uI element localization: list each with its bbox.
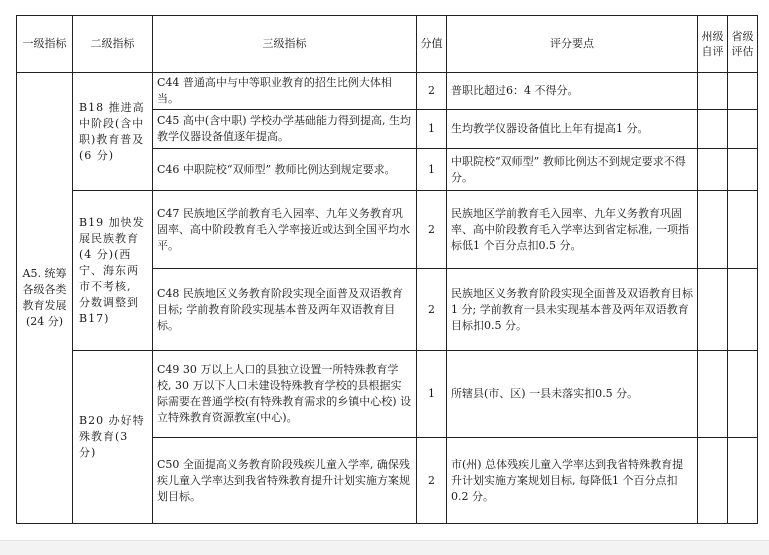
criteria-cell: 生均教学仪器设备值比上年有提高1 分。 — [447, 110, 698, 149]
score-cell: 1 — [417, 110, 447, 149]
criteria-cell: 中职院校“双师型” 教师比例达不到规定要求不得分。 — [447, 149, 698, 191]
level3-cell: C47 民族地区学前教育毛入园率、九年义务教育巩固率、高中阶段教育毛入学率接近或达到全国平均水平。 — [153, 191, 417, 269]
province-eval-cell — [728, 73, 758, 110]
page-bottom-edge — [0, 540, 769, 555]
level3-cell: C50 全面提高义务教育阶段残疾儿童入学率, 确保残疾儿童入学率达到我省特殊教育提升计划实施方案规划目标。 — [153, 438, 417, 524]
level2-cell-b19: B19 加快发展民族教育(4 分)(西宁、海东两市不考核, 分数调整到B17) — [73, 191, 153, 351]
criteria-cell: 市(州) 总体残疾儿童入学率达到我省特殊教育提升计划实施方案规划目标, 每降低1 个百分点扣0.2 分。 — [447, 438, 698, 524]
score-cell: 2 — [417, 73, 447, 110]
criteria-cell: 民族地区义务教育阶段实现全面普及双语教育目标1 分; 学前教育一县未实现基本普及两年双语教育目标扣0.5 分。 — [447, 269, 698, 351]
score-cell: 2 — [417, 438, 447, 524]
score-cell: 2 — [417, 269, 447, 351]
state-self-eval-cell — [698, 438, 728, 524]
province-eval-cell — [728, 149, 758, 191]
province-eval-cell — [728, 438, 758, 524]
state-self-eval-cell — [698, 191, 728, 269]
province-eval-cell — [728, 269, 758, 351]
table-row — [17, 351, 758, 438]
state-self-eval-cell — [698, 110, 728, 149]
province-eval-cell — [728, 191, 758, 269]
table-row — [17, 73, 758, 110]
header-province-eval: 省级评估 — [728, 16, 758, 73]
header-level1: 一级指标 — [17, 16, 73, 73]
state-self-eval-cell — [698, 73, 728, 110]
header-row — [17, 16, 758, 73]
criteria-cell: 所辖县(市、区) 一县未落实扣0.5 分。 — [447, 351, 698, 438]
header-level3: 三级指标 — [153, 16, 417, 73]
level2-cell-b20: B20 办好特殊教育(3 分) — [73, 351, 153, 524]
level1-cell: A5. 统筹各级各类教育发展(24 分) — [17, 73, 73, 524]
province-eval-cell — [728, 110, 758, 149]
header-criteria: 评分要点 — [447, 16, 698, 73]
level3-cell: C48 民族地区义务教育阶段实现全面普及双语教育目标; 学前教育阶段实现基本普及两年双语教育目标。 — [153, 269, 417, 351]
criteria-cell: 民族地区学前教育毛入园率、九年义务教育巩固率、高中阶段教育毛入学率达到省定标准, 一项指标低1 个百分点扣0.5 分。 — [447, 191, 698, 269]
state-self-eval-cell — [698, 351, 728, 438]
level3-cell: C45 高中(含中职) 学校办学基础能力得到提高, 生均教学仪器设备值逐年提高。 — [153, 110, 417, 149]
level3-cell: C46 中职院校“双师型” 教师比例达到规定要求。 — [153, 149, 417, 191]
state-self-eval-cell — [698, 269, 728, 351]
header-score: 分值 — [417, 16, 447, 73]
header-level2: 二级指标 — [73, 16, 153, 73]
province-eval-cell — [728, 351, 758, 438]
evaluation-table — [16, 15, 758, 524]
score-cell: 2 — [417, 191, 447, 269]
header-state-self-eval: 州级自评 — [698, 16, 728, 73]
criteria-cell: 普职比超过6：4 不得分。 — [447, 73, 698, 110]
level2-cell-b18: B18 推进高中阶段(含中职)教育普及(6 分) — [73, 73, 153, 191]
score-cell: 1 — [417, 149, 447, 191]
table-row — [17, 191, 758, 269]
state-self-eval-cell — [698, 149, 728, 191]
level3-cell: C49 30 万以上人口的县独立设置一所特殊教育学校, 30 万以下人口未建设特殊教育学校的县根据实际需要在普通学校(有特殊教育需求的乡镇中心校) 设立特殊教育资源教室(中心)。 — [153, 351, 417, 438]
level3-cell: C44 普通高中与中等职业教育的招生比例大体相当。 — [153, 73, 417, 110]
score-cell: 1 — [417, 351, 447, 438]
